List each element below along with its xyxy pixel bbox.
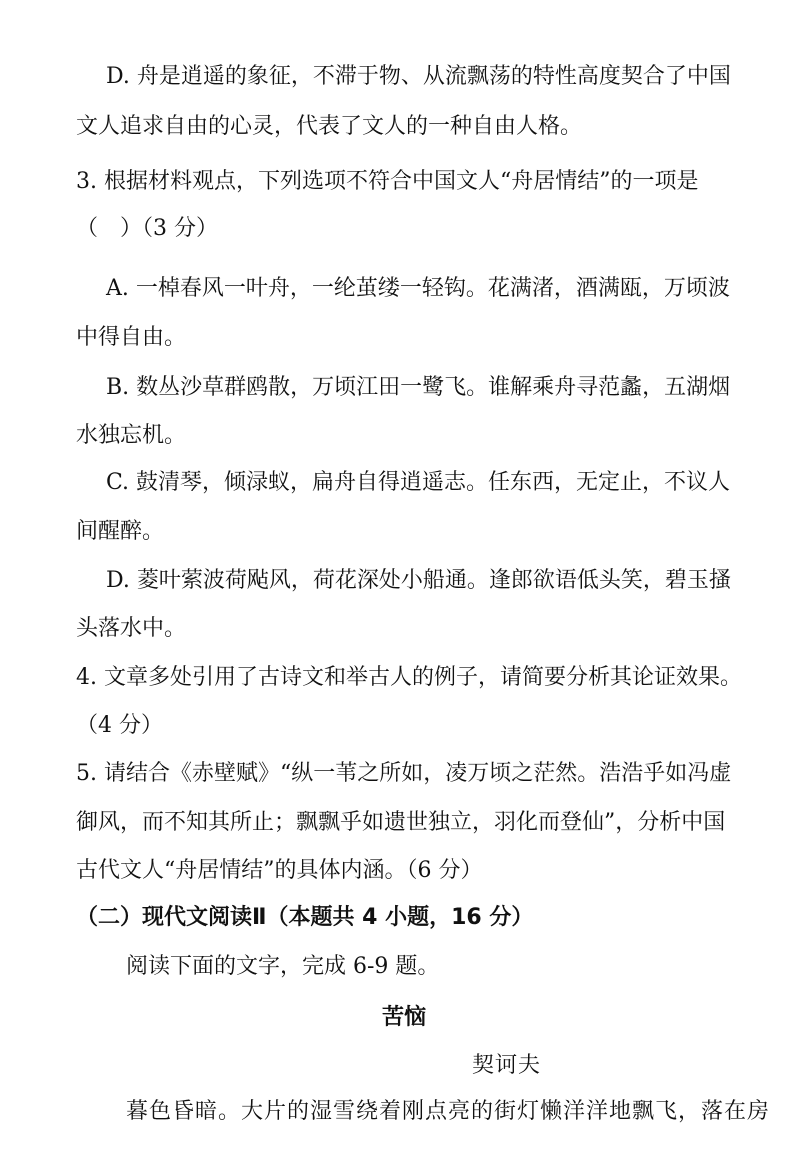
- q3-option-b-line-1: B. 数丛沙草群鸥散，万顷江田一鹭飞。谁解乘舟寻范蠡，五湖烟: [106, 375, 731, 400]
- q3-option-a-line-1: A. 一棹春风一叶舟，一纶茧缕一轻钩。花满渚，酒满瓯，万顷波: [106, 276, 730, 301]
- option-d-line-1: D. 舟是逍遥的象征，不滞于物、从流飘荡的特性高度契合了中国: [106, 64, 731, 89]
- q5-line-1: 5. 请结合《赤壁赋》“纵一苇之所如，凌万顷之茫然。浩浩乎如冯虚: [76, 761, 732, 786]
- q3-option-c-line-1: C. 鼓清琴，倾渌蚁，扁舟自得逍遥志。任东西，无定止，不议人: [106, 470, 731, 495]
- option-d-line-2: 文人追求自由的心灵，代表了文人的一种自由人格。: [76, 114, 583, 139]
- reading-instruction: 阅读下面的文字，完成 6-9 题。: [126, 954, 440, 979]
- q3-option-d-line-1: D. 菱叶萦波荷飐风，荷花深处小船通。逢郎欲语低头笑，碧玉搔: [106, 568, 731, 593]
- q3-option-c-line-2: 间醒醉。: [76, 519, 165, 544]
- story-author: 契诃夫: [472, 1053, 542, 1078]
- section-heading: （二）现代文阅读Ⅱ（本题共 4 小题，16 分）: [76, 905, 534, 930]
- q3-stem-line-1: 3. 根据材料观点，下列选项不符合中国文人“舟居情结”的一项是: [76, 169, 699, 194]
- q3-option-b-line-2: 水独忘机。: [76, 423, 187, 448]
- q5-line-3: 古代文人“舟居情结”的具体内涵。（6 分）: [76, 858, 483, 883]
- q3-option-d-line-2: 头落水中。: [76, 616, 187, 641]
- q4-line-1: 4. 文章多处引用了古诗文和举古人的例子，请简要分析其论证效果。: [76, 665, 742, 690]
- q4-line-2: （4 分）: [76, 713, 163, 738]
- q3-stem-line-2: （ ）（3 分）: [76, 216, 218, 241]
- story-first-line: 暮色昏暗。大片的湿雪绕着刚点亮的街灯懒洋洋地飘飞，落在房: [126, 1099, 771, 1124]
- q3-option-a-line-2: 中得自由。: [76, 325, 187, 350]
- story-title: 苦恼: [382, 1005, 427, 1030]
- q5-line-2: 御风，而不知其所止；飘飘乎如遗世独立，羽化而登仙”，分析中国: [76, 810, 726, 835]
